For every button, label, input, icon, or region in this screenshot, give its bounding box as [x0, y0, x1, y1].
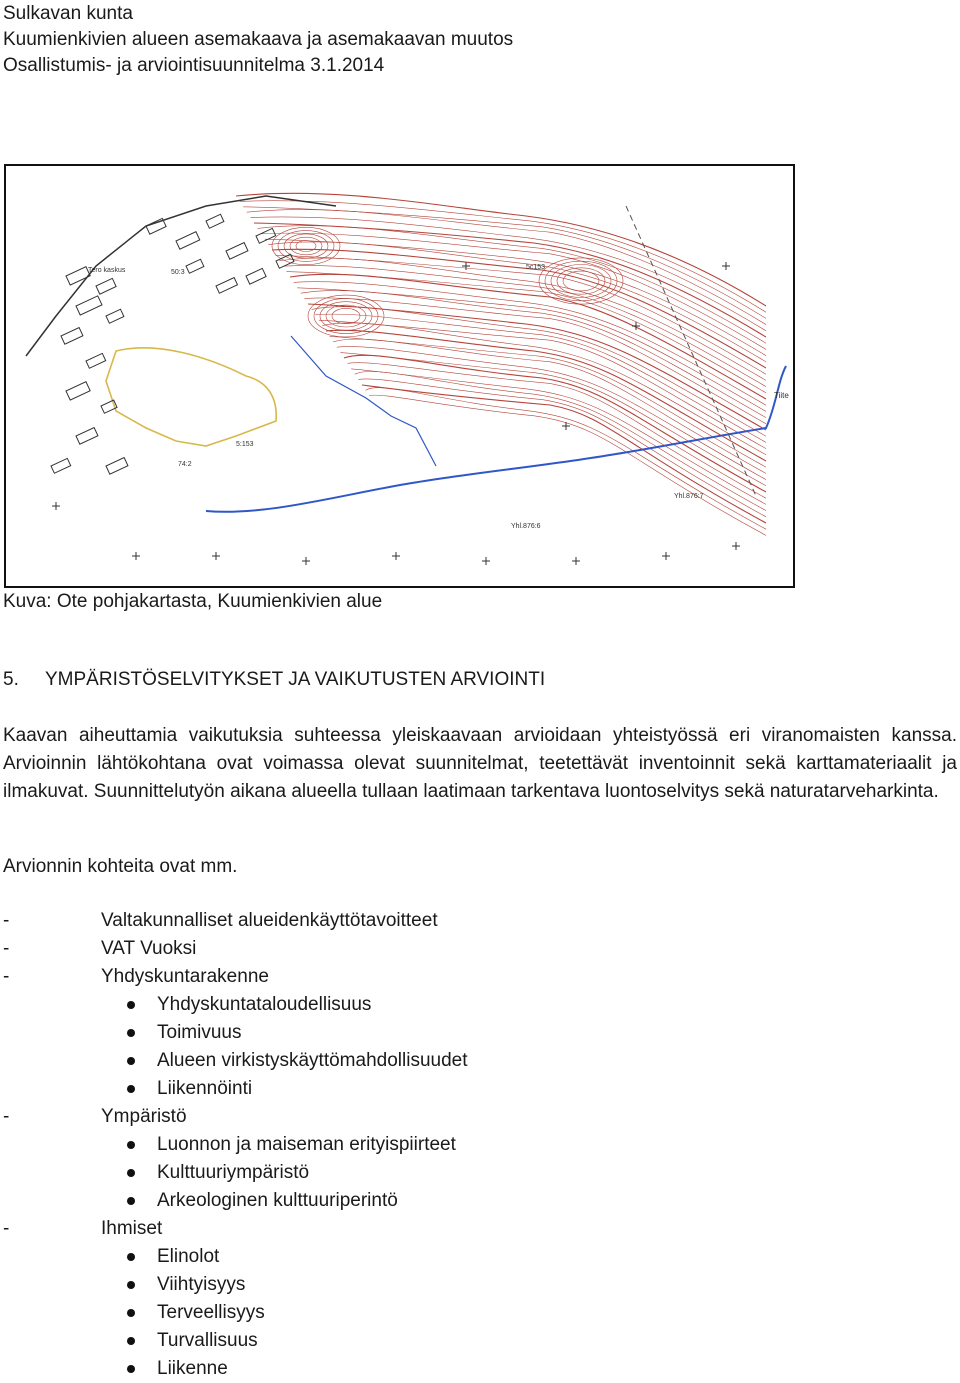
- document-header: [3, 2, 513, 80]
- building-block: [76, 428, 98, 445]
- sub-item-label: Elinolot: [157, 1245, 220, 1267]
- bullet-icon: [127, 1001, 135, 1009]
- list-item-label: Yhdyskuntarakenne: [101, 965, 269, 987]
- figure-caption: Kuva: Ote pohjakartasta, Kuumienkivien alue: [3, 591, 383, 612]
- bullet-icon: [127, 1057, 135, 1065]
- survey-cross: [722, 262, 730, 270]
- list-item: [3, 963, 943, 991]
- contour-line: [272, 249, 766, 368]
- survey-cross: [302, 557, 310, 565]
- sub-list-item: [3, 1187, 943, 1215]
- sub-list-item: [3, 1075, 943, 1103]
- building-block: [256, 228, 276, 243]
- bullet-icon: [127, 1281, 135, 1289]
- sub-item-label: Viihtyisyys: [157, 1273, 246, 1295]
- contour-line: [333, 339, 766, 473]
- sub-list-item: [3, 991, 943, 1019]
- building-block: [176, 232, 200, 249]
- list-item: [3, 1215, 943, 1243]
- list-item-label: Valtakunnalliset alueidenkäyttötavoitteet: [101, 909, 438, 931]
- sub-list-item: [3, 1159, 943, 1187]
- building-block: [86, 353, 106, 368]
- list-item: [3, 1103, 943, 1131]
- list-item-label: VAT Vuoksi: [101, 937, 197, 959]
- bullet-icon: [127, 1169, 135, 1177]
- sub-item-label: Luonnon ja maiseman erityispiirteet: [157, 1133, 456, 1155]
- base-map-drawing: [6, 166, 793, 586]
- bullet-icon: [127, 1085, 135, 1093]
- contour-line: [351, 369, 766, 505]
- survey-cross: [732, 542, 740, 550]
- bullet-icon: [127, 1029, 135, 1037]
- building-block: [106, 458, 128, 475]
- survey-cross: [572, 557, 580, 565]
- sub-item-label: Yhdyskuntataloudellisuus: [157, 993, 372, 1015]
- building-block: [206, 214, 224, 228]
- building-block: [186, 259, 204, 273]
- body-paragraph: Kaavan aiheuttamia vaikutuksia suhteessa yleiskaavaan arvioidaan yhteistyössä eri viranomaisten kanssa. Arvioinnin lähtökohtana ovat voimassa olevat suunnitelmat, teetettävät inventoinnit sekä karttamateriaalit ja ilmakuvat. Suunnittelutyön aikana alueella tullaan laatimaan tarkentava luontoselvitys sekä naturatarveharkinta.: [3, 725, 957, 802]
- building-block: [61, 328, 83, 345]
- dash-marker: -: [3, 909, 10, 931]
- building-block: [226, 243, 248, 260]
- section-heading: [3, 668, 545, 693]
- map-label: Tiite: [774, 391, 789, 400]
- assessment-list: [3, 907, 943, 1383]
- building-block: [51, 458, 71, 473]
- contour-line: [348, 363, 766, 499]
- municipality-name: Sulkavan kunta: [3, 3, 133, 24]
- map-label: 50:3: [171, 269, 185, 276]
- contour-line: [362, 385, 766, 523]
- contour-line: [358, 379, 766, 517]
- road: [26, 196, 336, 356]
- sub-item-label: Liikenne: [157, 1357, 228, 1379]
- building-block: [276, 254, 294, 268]
- sub-list-item: [3, 1327, 943, 1355]
- contour-line: [297, 288, 766, 412]
- building-block: [66, 267, 90, 285]
- survey-cross: [392, 552, 400, 560]
- bullet-icon: [127, 1141, 135, 1149]
- bullet-icon: [127, 1365, 135, 1373]
- contour-ring: [539, 258, 623, 304]
- sub-item-label: Liikennöinti: [157, 1077, 253, 1099]
- contour-ring: [545, 261, 617, 301]
- contour-ring: [557, 268, 605, 294]
- building-block: [96, 278, 116, 294]
- map-label: Yhl.876:6: [511, 523, 541, 530]
- survey-cross: [462, 262, 470, 270]
- sub-item-label: Kulttuuriympäristö: [157, 1161, 310, 1183]
- contour-line: [330, 336, 766, 467]
- building-block: [246, 268, 266, 284]
- survey-cross: [482, 557, 490, 565]
- contour-line: [294, 282, 766, 406]
- sub-item-label: Toimivuus: [157, 1021, 242, 1043]
- sub-list-item: [3, 1355, 943, 1383]
- document-subtitle: Osallistumis- ja arviointisuunnitelma 3.1.2014: [3, 55, 385, 76]
- sub-list-item: [3, 1243, 943, 1271]
- contour-line: [355, 371, 766, 510]
- base-map: [4, 164, 795, 588]
- list-intro: Arvionnin kohteita ovat mm.: [3, 856, 238, 877]
- contour-ring: [332, 308, 360, 323]
- bullet-icon: [127, 1337, 135, 1345]
- plan-title: Kuumienkivien alueen asemakaava ja asemakaavan muutos: [3, 29, 514, 50]
- sub-list-item: [3, 1271, 943, 1299]
- bullet-icon: [127, 1197, 135, 1205]
- contour-line: [279, 258, 766, 380]
- sub-list-item: [3, 1019, 943, 1047]
- map-label: Tero kaskus: [88, 267, 126, 274]
- survey-cross: [662, 552, 670, 560]
- list-item: [3, 907, 943, 935]
- dash-marker: -: [3, 965, 10, 987]
- contour-line: [369, 395, 766, 535]
- contour-ring: [290, 237, 322, 255]
- sub-list-item: [3, 1047, 943, 1075]
- building-block: [76, 296, 102, 315]
- sub-list-item: [3, 1131, 943, 1159]
- list-item: [3, 935, 943, 963]
- map-label: 5c153: [526, 264, 546, 271]
- sub-item-label: Terveellisyys: [157, 1301, 265, 1323]
- map-label: 74:2: [178, 461, 192, 468]
- sub-item-label: Arkeologinen kulttuuriperintö: [157, 1189, 398, 1211]
- building-block: [216, 278, 238, 294]
- sub-list-item: [3, 1299, 943, 1327]
- dash-marker: -: [3, 1217, 10, 1239]
- contour-line: [290, 274, 766, 399]
- dash-marker: -: [3, 1105, 10, 1127]
- contour-line: [254, 223, 766, 337]
- bullet-icon: [127, 1253, 135, 1261]
- survey-cross: [562, 422, 570, 430]
- shoreline: [206, 366, 786, 512]
- building-block: [106, 309, 124, 323]
- contour-ring: [551, 265, 611, 298]
- list-item-label: Ihmiset: [101, 1217, 163, 1239]
- section-title: YMPÄRISTÖSELVITYKSET JA VAIKUTUSTEN ARVIOINTI: [45, 669, 546, 690]
- section-number: 5.: [3, 669, 19, 690]
- building-block: [66, 382, 90, 400]
- dash-marker: -: [3, 937, 10, 959]
- plan-boundary: [106, 348, 276, 446]
- sub-item-label: Alueen virkistyskäyttömahdollisuudet: [157, 1049, 468, 1071]
- survey-cross: [132, 552, 140, 560]
- sub-item-label: Turvallisuus: [157, 1329, 258, 1351]
- survey-cross: [212, 552, 220, 560]
- map-label: 5:153: [236, 441, 254, 448]
- bullet-icon: [127, 1309, 135, 1317]
- contour-ring: [272, 227, 340, 264]
- survey-marks: [52, 262, 740, 565]
- list-item-label: Ympäristö: [101, 1105, 187, 1127]
- contour-line: [319, 320, 766, 448]
- map-label: Yhl.876:7: [674, 493, 704, 500]
- survey-cross: [52, 502, 60, 510]
